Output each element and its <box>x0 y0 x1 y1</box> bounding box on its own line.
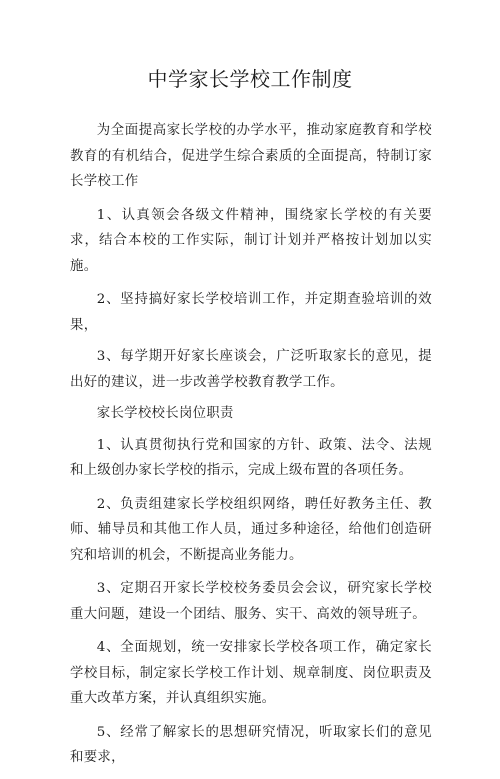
paragraph-intro: 为全面提高家长学校的办学水平，推动家庭教育和学校教育的有机结合，促进学生综合素质的全面提高，特制订家长学校工作 <box>70 123 432 189</box>
paragraph-duty-2: 2、负责组建家长学校组织网络，聘任好教务主任、教师、辅导员和其他工作人员，通过多种途径，给他们创造研究和培训的机会，不断提高业务能力。 <box>70 496 432 563</box>
document-body <box>70 118 432 779</box>
paragraph-item-3: 3、每学期开好家长座谈会，广泛听取家长的意见，提出好的建议，进一步改善学校教育教学工作。 <box>70 349 432 390</box>
paragraph-duty-5: 5、经常了解家长的思想研究情况，听取家长们的意见和要求， <box>70 724 432 765</box>
paragraph-duty-3: 3、定期召开家长学校校务委员会会议，研究家长学校重大问题，建设一个团结、服务、实干、高效的领导班子。 <box>70 581 432 622</box>
paragraph-item-1: 1、认真领会各级文件精神，围绕家长学校的有关要求，结合本校的工作实际，制订计划并严格按计划加以实施。 <box>70 207 432 274</box>
document-title: 中学家长学校工作制度 <box>147 67 353 91</box>
paragraph-duty-1: 1、认真贯彻执行党和国家的方针、政策、法令、法规和上级创办家长学校的指示，完成上级布置的各项任务。 <box>70 437 432 478</box>
section-heading: 家长学校校长岗位职责 <box>96 406 234 421</box>
paragraph-item-2: 2、坚持搞好家长学校培训工作，并定期查验培训的效果， <box>70 292 432 333</box>
paragraph-duty-4: 4、全面规划，统一安排家长学校各项工作，确定家长学校目标，制定家长学校工作计划、规章制度、岗位职责及重大改革方案，并认真组织实施。 <box>70 640 432 706</box>
